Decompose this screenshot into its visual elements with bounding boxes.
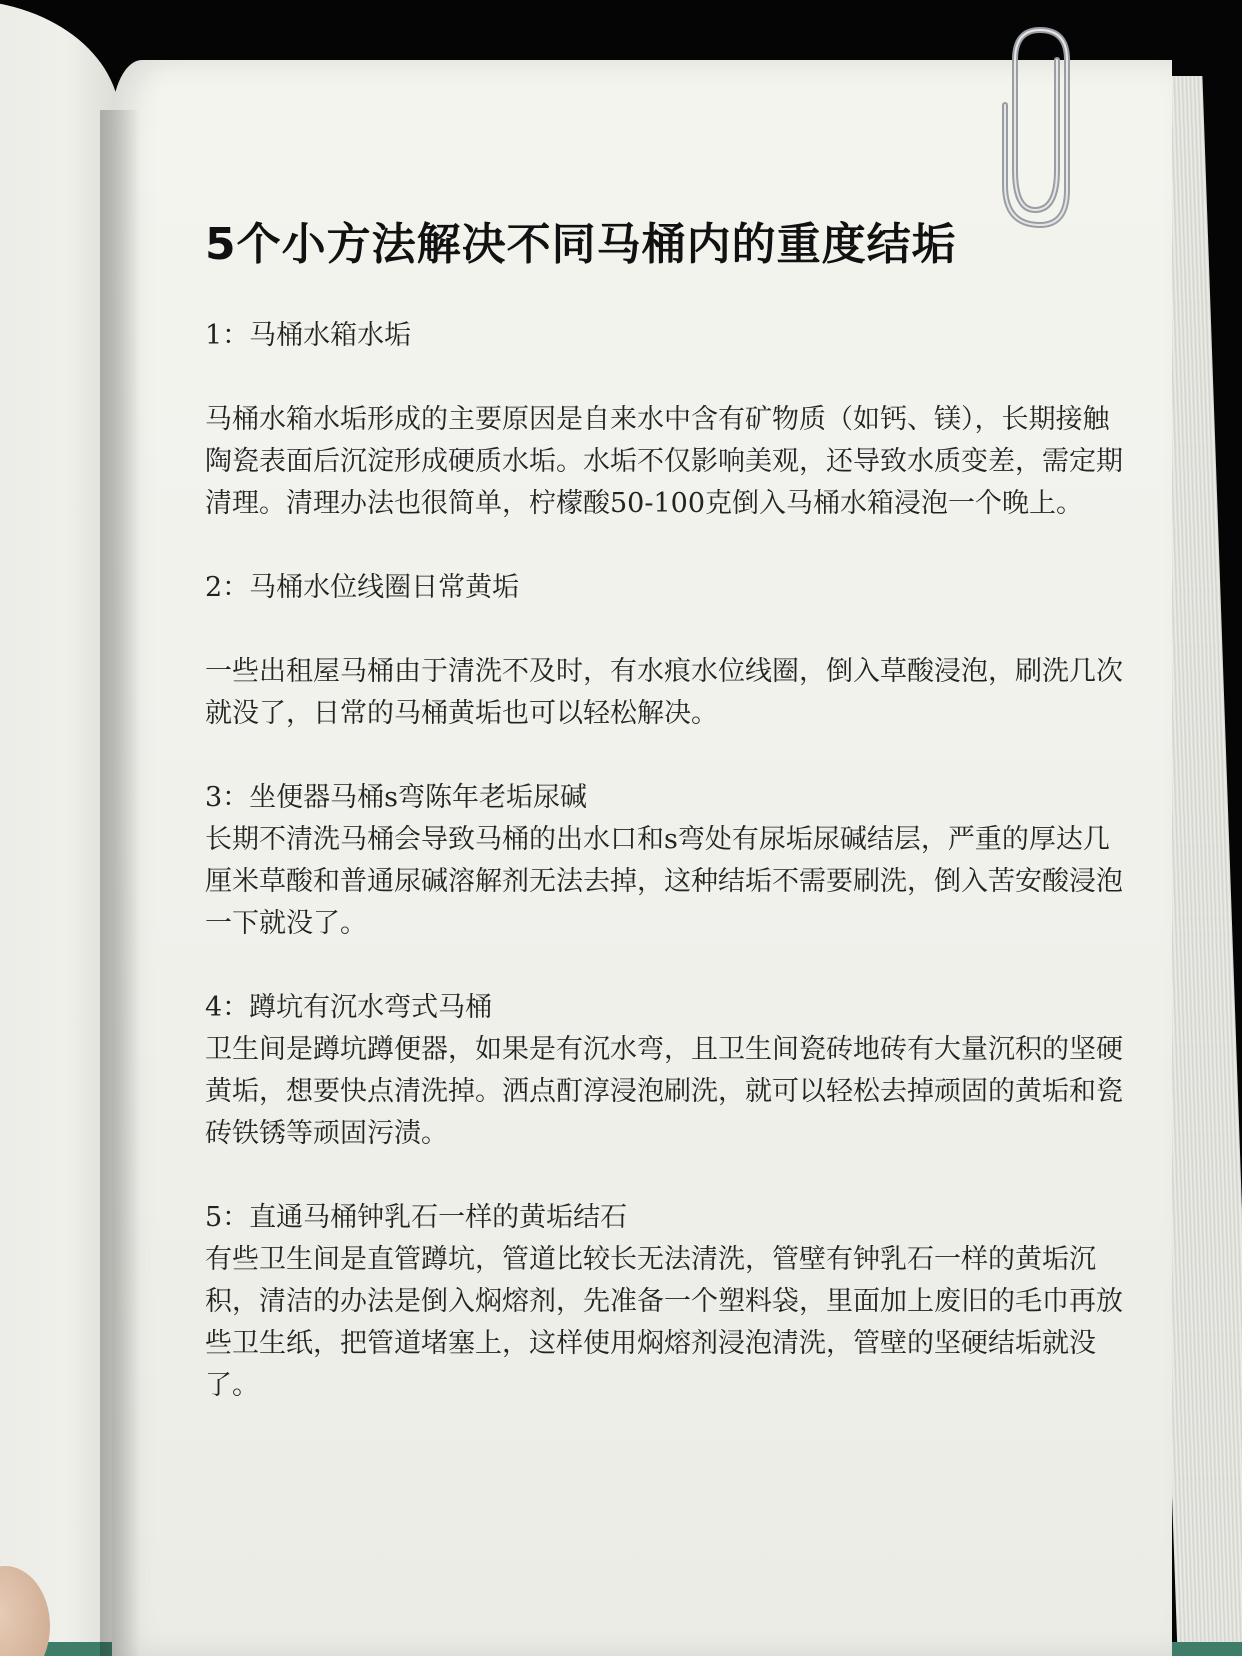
spine-shadow: [100, 110, 140, 1656]
article: [205, 215, 1135, 1407]
section-body: 马桶水箱水垢形成的主要原因是自来水中含有矿物质（如钙、镁），长期接触陶瓷表面后沉淀形成硬质水垢。水垢不仅影响美观，还导致水质变差，需定期清理。清理办法也很简单，柠檬酸50-100克倒入马桶水箱浸泡一个晚上。: [205, 404, 1123, 519]
section-heading: 3：坐便器马桶s弯陈年老垢尿碱: [205, 782, 588, 813]
section-body: 卫生间是蹲坑蹲便器，如果是有沉水弯，且卫生间瓷砖地砖有大量沉积的坚硬黄垢，想要快点清洗掉。洒点酊淳浸泡刷洗，就可以轻松去掉顽固的黄垢和瓷砖铁锈等顽固污渍。: [205, 1034, 1123, 1149]
section-body: 长期不清洗马桶会导致马桶的出水口和s弯处有尿垢尿碱结层，严重的厚达几厘米草酸和普通尿碱溶解剂无法去掉，这种结垢不需要刷洗，倒入苦安酸浸泡一下就没了。: [205, 824, 1123, 939]
section-heading: 2：马桶水位线圈日常黄垢: [205, 572, 520, 603]
section-heading: 1：马桶水箱水垢: [205, 320, 412, 351]
paperclip-icon: [995, 20, 1090, 235]
section-heading: 5：直通马桶钟乳石一样的黄垢结石: [205, 1202, 628, 1233]
section-heading: 4：蹲坑有沉水弯式马桶: [205, 992, 493, 1023]
article-title: 5个小方法解决不同马桶内的重度结垢: [205, 219, 957, 270]
section-body: 有些卫生间是直管蹲坑，管道比较长无法清洗，管壁有钟乳石一样的黄垢沉积，清洁的办法是倒入焖熔剂，先准备一个塑料袋，里面加上废旧的毛巾再放些卫生纸，把管道堵塞上，这样使用焖熔剂浸泡清洗，管壁的坚硬结垢就没了。: [205, 1244, 1123, 1401]
section-body: 一些出租屋马桶由于清洗不及时，有水痕水位线圈，倒入草酸浸泡，刷洗几次就没了，日常的马桶黄垢也可以轻松解决。: [205, 656, 1123, 729]
